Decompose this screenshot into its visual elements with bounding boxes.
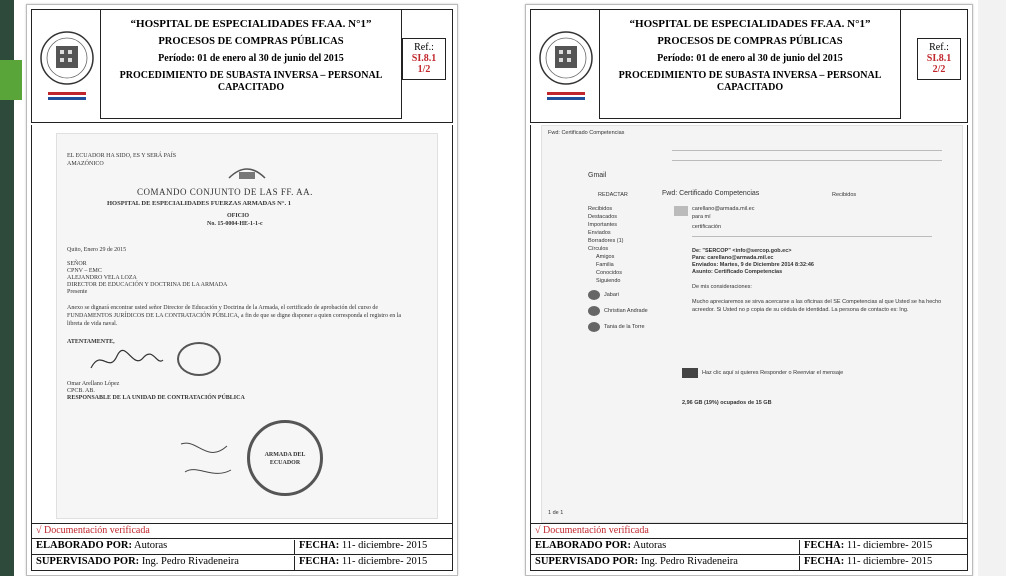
- reply-prompt[interactable]: Haz clic aquí si quieres Responder o Reenviar el mensaje: [702, 370, 844, 376]
- email-from: De: "SERCOP" <info@sercop.gob.ec>: [692, 248, 792, 254]
- fecha-label: FECHA:: [804, 556, 845, 567]
- sender-avatar: [674, 206, 688, 216]
- contact-avatar: [588, 290, 600, 300]
- letter-to-2: CPNV – EMC: [67, 268, 102, 274]
- scanned-email-area: [530, 125, 968, 525]
- letter-to-4: DIRECTOR DE EDUCACIÓN Y DOCTRINA DE LA ARMADA: [67, 282, 228, 288]
- fecha-value: 11- diciembre- 2015: [341, 540, 428, 551]
- letter-closing: ATENTAMENTE,: [67, 339, 115, 345]
- period-text: Período: 01 de enero al 30 de junio del 2015: [657, 53, 843, 64]
- compose-button[interactable]: REDACTAR: [598, 192, 628, 198]
- sheet-footer: [31, 523, 453, 571]
- folder-item[interactable]: Conocidos: [596, 270, 622, 276]
- footer-row-supervisado: [531, 554, 967, 570]
- storage-usage: 2,96 GB (19%) ocupados de 15 GB: [682, 400, 772, 406]
- sheet-title-box: [100, 9, 402, 119]
- date-stamp-icon: [177, 434, 237, 484]
- elaborado-value: Autoras: [633, 540, 667, 551]
- email-subject: Fwd: Certificado Competencias: [662, 190, 760, 197]
- email-sent: Enviados: Martes, 9 de Diciembre 2014 8:32:46: [692, 262, 814, 268]
- folder-item[interactable]: Amigos: [596, 254, 615, 260]
- hospital-title: “HOSPITAL DE ESPECIALIDADES FF.AA. N°1”: [130, 18, 372, 30]
- sender-email: carellano@armada.mil.ec: [692, 206, 755, 212]
- email-to: Para: carellano@armada.mil.ec: [692, 255, 774, 261]
- signature-icon: [87, 346, 167, 376]
- supervisado-label: SUPERVISADO POR:: [36, 556, 140, 567]
- gmail-logo-text: Gmail: [588, 172, 607, 179]
- procedure-title: PROCEDIMIENTO DE SUBASTA INVERSA – PERSONAL CAPACITADO: [618, 70, 882, 93]
- folder-item[interactable]: Siguiendo: [596, 278, 621, 284]
- folder-item[interactable]: Importantes: [588, 222, 618, 228]
- fecha-label: FECHA:: [804, 540, 845, 551]
- fecha-label: FECHA:: [299, 540, 340, 551]
- footer-row-elaborado: [32, 538, 452, 554]
- hospital-logo-icon: [537, 28, 595, 106]
- elaborado-label: ELABORADO POR:: [535, 540, 631, 551]
- stamp-seal: [177, 342, 221, 376]
- fecha-label: FECHA:: [299, 556, 340, 567]
- audit-sheet-page-2: [525, 4, 973, 576]
- scanned-letter-area: [31, 125, 453, 525]
- email-greeting: De mis consideraciones:: [692, 284, 752, 290]
- slide-right-margin: [978, 0, 1006, 576]
- verified-note: √ Documentación verificada: [36, 525, 150, 536]
- email-body: Mucho apreciaremos se sirva acercarse a las oficinas del SE Competencias al que Usted se ha hecho acreedor. Si Usted no p copia de su cédula de identidad. La persona de contacto es: Ing.: [692, 299, 942, 313]
- supervisado-label: SUPERVISADO POR:: [535, 556, 639, 567]
- letter-slogan: EL ECUADOR HA SIDO, ES Y SERÁ PAÍS AMAZÓNICO: [67, 153, 177, 167]
- navy-seal-text: ARMADA DEL ECUADOR: [264, 452, 306, 466]
- letter-to-1: SEÑOR: [67, 261, 87, 267]
- letter-signer-title: RESPONSABLE DE LA UNIDAD DE CONTRATACIÓN PÚBLICA: [67, 395, 245, 401]
- recibidos-label: Recibidos: [832, 192, 857, 198]
- letter-signer-rank: CPCB. AB.: [67, 388, 95, 394]
- letter-oficio: OFICIO: [227, 213, 250, 219]
- folder-item[interactable]: Familia: [596, 262, 614, 268]
- verified-note: √ Documentación verificada: [535, 525, 649, 536]
- email-subject-line: Asunto: Certificado Competencias: [692, 269, 783, 275]
- letter-command: COMANDO CONJUNTO DE LAS FF. AA.: [137, 187, 313, 197]
- ref-label: Ref.:: [929, 42, 949, 53]
- cert-text: certificación: [692, 224, 722, 230]
- audit-sheet-page-1: [26, 4, 458, 576]
- letter-date: Quito, Enero 29 de 2015: [67, 247, 127, 253]
- scanned-oficio: [56, 133, 438, 519]
- reply-box-avatar: [682, 368, 698, 378]
- sheet-title-box: [599, 9, 901, 119]
- folder-item[interactable]: Recibidos: [588, 206, 613, 212]
- sheet-header: [31, 9, 453, 123]
- letter-to-5: Presente: [67, 289, 88, 295]
- to-me: para mí: [692, 214, 711, 220]
- folder-item[interactable]: Enviados: [588, 230, 611, 236]
- ref-code: SI.8.1: [411, 53, 437, 64]
- ref-page: 1/2: [417, 64, 431, 75]
- letter-signer: Omar Arellano López: [67, 381, 120, 387]
- page-count: 1 de 1: [548, 510, 564, 516]
- period-text: Período: 01 de enero al 30 de junio del 2015: [158, 53, 344, 64]
- sheet-header: [530, 9, 968, 123]
- reference-box: [402, 38, 446, 80]
- letter-hospital: HOSPITAL DE ESPECIALIDADES FUERZAS ARMADAS N°. 1: [107, 200, 291, 207]
- hospital-title: “HOSPITAL DE ESPECIALIDADES FF.AA. N°1”: [629, 18, 871, 30]
- email-browser-title: Fwd: Certificado Competencias: [548, 130, 625, 136]
- slide-accent-tab: [0, 60, 22, 100]
- fecha-value: 11- diciembre- 2015: [846, 540, 933, 551]
- navy-seal: [247, 420, 323, 496]
- folder-item[interactable]: Círculos: [588, 246, 609, 252]
- scanned-gmail-printout: [541, 125, 963, 523]
- folder-item[interactable]: Borradores (1): [588, 238, 624, 244]
- fecha-value: 11- diciembre- 2015: [341, 556, 428, 567]
- contact-item[interactable]: Tania de la Torre: [604, 324, 645, 330]
- sheet-footer: [530, 523, 968, 571]
- contact-avatar: [588, 306, 600, 316]
- folder-item[interactable]: Destacados: [588, 214, 618, 220]
- ref-code: SI.8.1: [926, 53, 952, 64]
- hospital-logo-icon: [38, 28, 96, 106]
- contact-item[interactable]: Christian Andrade: [604, 308, 648, 314]
- elaborado-value: Autoras: [134, 540, 168, 551]
- fecha-value: 11- diciembre- 2015: [846, 556, 933, 567]
- ref-label: Ref.:: [414, 42, 434, 53]
- footer-row-elaborado: [531, 538, 967, 554]
- letter-body: Anexo se dignará encontrar usted señor Director de Educación y Doctrina de la Armada, el certificado de aprobación del curso de FUNDAMENTOS JURÍDICOS DE LA CONTRATACIÓN PÚBLICA, a fin de que se digne disponer a quien corresponda el registro en la libreta de vida naval.: [67, 305, 402, 327]
- ref-page: 2/2: [932, 64, 946, 75]
- footer-row-supervisado: [32, 554, 452, 570]
- process-title: PROCESOS DE COMPRAS PÚBLICAS: [657, 36, 843, 47]
- elaborado-label: ELABORADO POR:: [36, 540, 132, 551]
- letter-to-3: ALEJANDRO VELA LOZA: [67, 275, 137, 281]
- contact-avatar: [588, 322, 600, 332]
- procedure-title: PROCEDIMIENTO DE SUBASTA INVERSA – PERSONAL CAPACITADO: [119, 70, 383, 93]
- letter-number: No. 15-0004-HE-1-1-c: [207, 221, 263, 227]
- supervisado-value: Ing. Pedro Rivadeneira: [141, 556, 239, 567]
- contact-item[interactable]: Jabari: [604, 292, 619, 298]
- process-title: PROCESOS DE COMPRAS PÚBLICAS: [158, 36, 344, 47]
- command-emblem-icon: [227, 160, 267, 182]
- reference-box: [917, 38, 961, 80]
- supervisado-value: Ing. Pedro Rivadeneira: [640, 556, 738, 567]
